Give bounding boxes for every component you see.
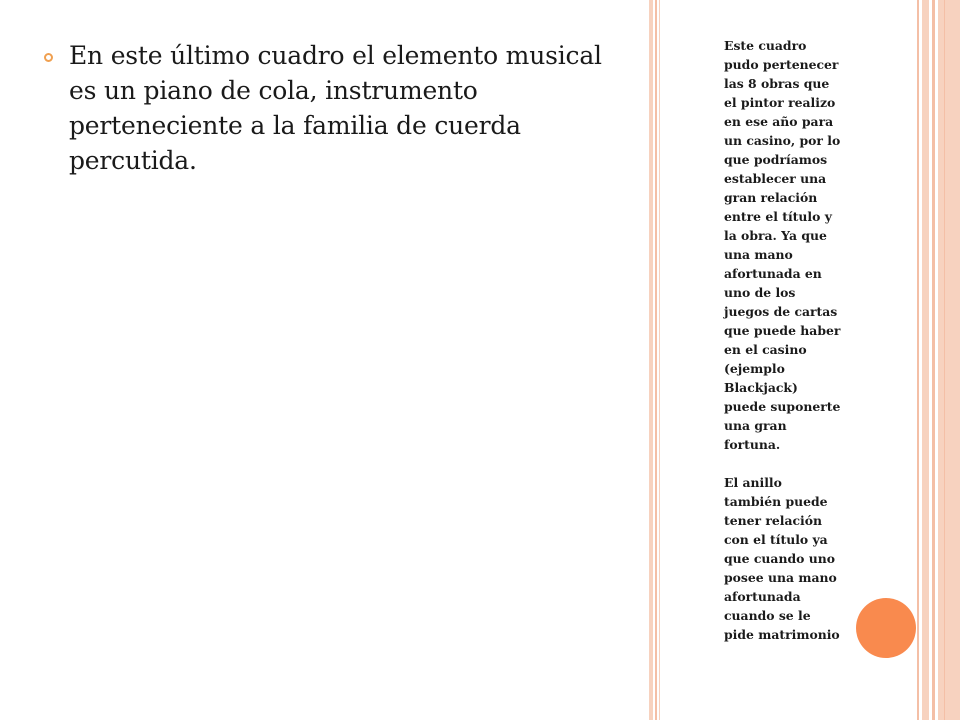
sidebar-note bbox=[724, 36, 874, 644]
decorative-stripe bbox=[922, 0, 929, 720]
decorative-stripe bbox=[655, 0, 657, 720]
main-content bbox=[44, 38, 614, 178]
decorative-circle bbox=[856, 598, 916, 658]
decorative-stripe bbox=[932, 0, 935, 720]
decorative-stripe bbox=[917, 0, 919, 720]
decorative-stripe bbox=[649, 0, 653, 720]
sidebar-paragraph-2: El anillo también puede tener relación con el título ya que cuando uno posee una mano afortunada cuando se le pide matrimonio bbox=[724, 475, 840, 642]
decorative-stripe bbox=[938, 0, 960, 720]
bullet-text: En este último cuadro el elemento musical es un piano de cola, instrumento perteneciente a la familia de cuerda percutida. bbox=[69, 41, 602, 175]
bullet-item bbox=[44, 38, 614, 178]
sidebar-paragraph-1: Este cuadro pudo pertenecer las 8 obras que el pintor realizo en ese año para un casino, por lo que podríamos establecer una gran relación entre el título y la obra. Ya que una mano afortunada en uno de los juegos de cartas que puede haber en el casino (ejemplo Blackjack) puede suponerte una gran fortuna. bbox=[724, 38, 841, 452]
decorative-stripe bbox=[944, 0, 945, 720]
bullet-icon bbox=[44, 53, 53, 62]
